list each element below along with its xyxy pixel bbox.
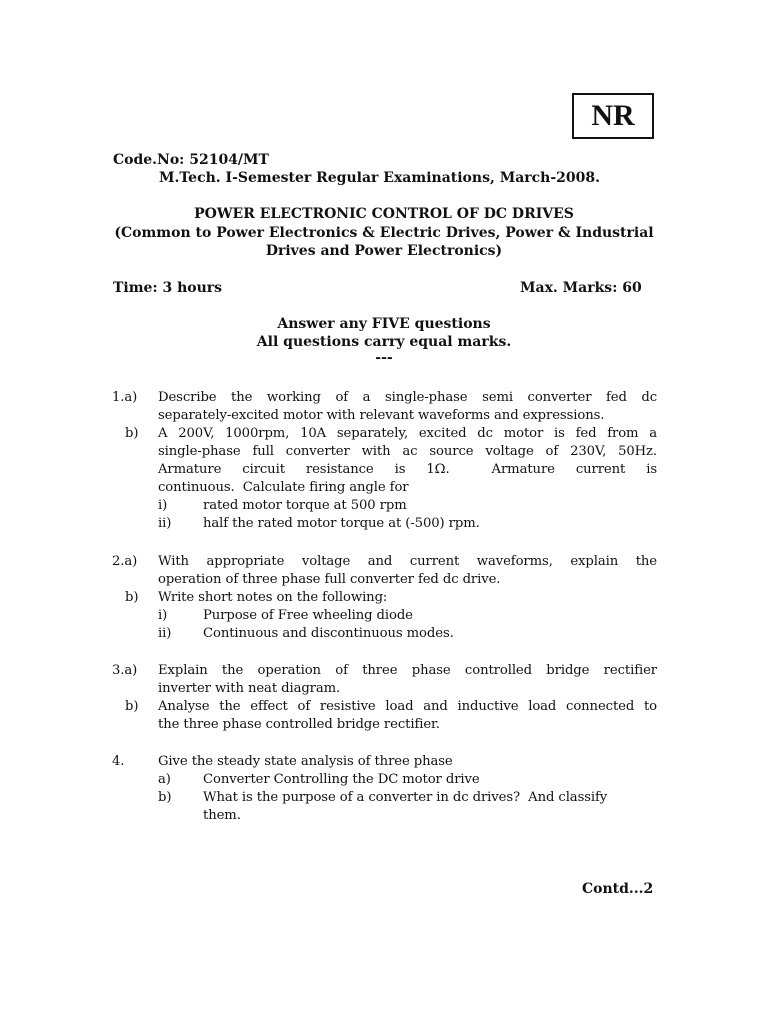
common-to-line-1: (Common to Power Electronics & Electric Drives, Power & Industrial — [114, 225, 654, 241]
subject-title: POWER ELECTRONIC CONTROL OF DC DRIVES — [194, 206, 574, 222]
common-to-line-2: Drives and Power Electronics) — [265, 243, 503, 259]
separator: --- — [375, 350, 393, 366]
question-number: 1.a) — [112, 390, 138, 405]
question-text: Write short notes on the following: — [158, 590, 388, 605]
question-number: 3.a) — [112, 663, 138, 678]
question-text: continuous. Calculate firing angle for — [158, 480, 409, 495]
sub-question-label: b) — [125, 590, 139, 605]
continued-marker: Contd...2 — [582, 881, 654, 897]
exam-time: Time: 3 hours — [113, 280, 223, 296]
sub-question-label: a) — [158, 772, 171, 787]
question-text: Armature circuit resistance is 1Ω. Armature current is — [158, 462, 657, 477]
roman-label: i) — [158, 608, 168, 623]
question-text: What is the purpose of a converter in dc drives? And classify — [203, 790, 608, 805]
sub-question-label: b) — [125, 426, 139, 441]
question-2 — [112, 553, 657, 643]
instruction-answer-five: Answer any FIVE questions — [277, 316, 491, 332]
question-text: half the rated motor torque at (-500) rpm. — [203, 516, 480, 531]
question-text: Give the steady state analysis of three phase — [158, 754, 453, 769]
question-text: separately-excited motor with relevant waveforms and expressions. — [158, 408, 605, 423]
sub-question-label: b) — [125, 699, 139, 714]
question-text: Analyse the effect of resistive load and inductive load connected to — [158, 699, 657, 714]
question-number: 4. — [112, 754, 125, 769]
instruction-equal-marks: All questions carry equal marks. — [256, 334, 512, 350]
question-text: Explain the operation of three phase controlled bridge rectifier — [158, 663, 657, 678]
question-4 — [112, 753, 657, 825]
question-text: inverter with neat diagram. — [158, 681, 341, 696]
roman-label: ii) — [158, 516, 172, 531]
roman-label: ii) — [158, 626, 172, 641]
question-number: 2.a) — [112, 554, 138, 569]
max-marks: Max. Marks: 60 — [520, 280, 642, 296]
question-1 — [112, 389, 657, 533]
nr-badge: NR — [572, 93, 654, 139]
question-text: the three phase controlled bridge rectifier. — [158, 717, 440, 732]
question-text: operation of three phase full converter fed dc drive. — [158, 572, 501, 587]
question-text: rated motor torque at 500 rpm — [203, 498, 407, 513]
question-text: With appropriate voltage and current waveforms, explain the — [158, 554, 657, 569]
sub-question-label: b) — [158, 790, 172, 805]
question-text: Converter Controlling the DC motor drive — [203, 772, 480, 787]
question-3 — [112, 662, 657, 734]
code-number: Code.No: 52104/MT — [113, 152, 269, 168]
question-text: Purpose of Free wheeling diode — [203, 608, 413, 623]
exam-title: M.Tech. I-Semester Regular Examinations, March-2008. — [159, 170, 600, 186]
question-text: Continuous and discontinuous modes. — [203, 626, 454, 641]
question-text: Describe the working of a single-phase semi converter fed dc — [158, 390, 657, 405]
roman-label: i) — [158, 498, 168, 513]
question-text: single-phase full converter with ac source voltage of 230V, 50Hz. — [158, 444, 657, 459]
question-text: A 200V, 1000rpm, 10A separately, excited dc motor is fed from a — [158, 426, 657, 441]
question-text: them. — [203, 808, 241, 823]
